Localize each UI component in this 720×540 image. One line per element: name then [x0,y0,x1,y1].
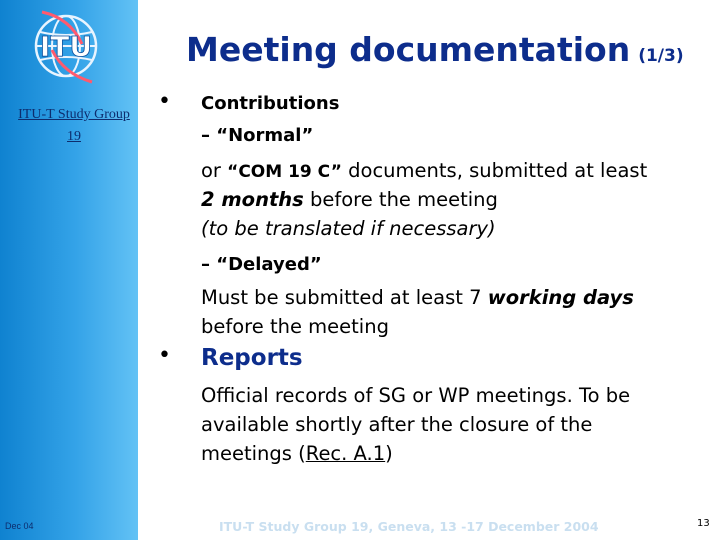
itu-globe-logo-icon [22,4,112,88]
two-months: 2 months [201,188,304,211]
date-label: Dec 04 [5,521,34,531]
normal-text-line1 [201,156,647,187]
com-code: “COM 19 C” [227,162,342,182]
reports-line3 [201,439,393,468]
slide-title [186,30,684,69]
bullet-icon: • [158,89,171,114]
normal-suffix-2: before the meeting [303,188,498,211]
normal-suffix: documents, submitted at least [341,159,648,182]
normal-text-line3: (to be translated if necessary) [201,217,496,240]
normal-prefix: or [201,159,228,182]
reports-line1: Official records of SG or WP meetings. To be [201,384,631,407]
footer-text: ITU-T Study Group 19, Geneva, 13 -17 December 2004 [219,519,599,534]
logo-text: ITU [39,30,93,63]
working-days: working days [487,286,634,309]
reports-line2: available shortly after the closure of the [201,413,593,436]
rec-a1-link[interactable]: Rec. A.1 [305,442,386,465]
group-label: ITU-T Study Group 19 [18,107,130,144]
delayed-text-line2: before the meeting [201,315,389,338]
reports-heading: Reports [201,345,303,371]
page-number: 13 [697,518,710,529]
contributions-heading: Contributions [201,93,340,114]
bullet-icon: • [158,343,171,368]
reports-prefix: meetings ( [201,442,306,465]
reports-suffix: ) [385,442,393,465]
delayed-prefix: Must be submitted at least 7 [201,286,488,309]
title-page: (1/3) [638,46,684,66]
title-main: Meeting documentation [186,30,631,69]
normal-text-line2 [201,185,498,214]
normal-label: – “Normal” [201,125,314,146]
delayed-text-line1 [201,283,634,312]
sidebar [0,0,138,540]
delayed-label: – “Delayed” [201,254,322,275]
